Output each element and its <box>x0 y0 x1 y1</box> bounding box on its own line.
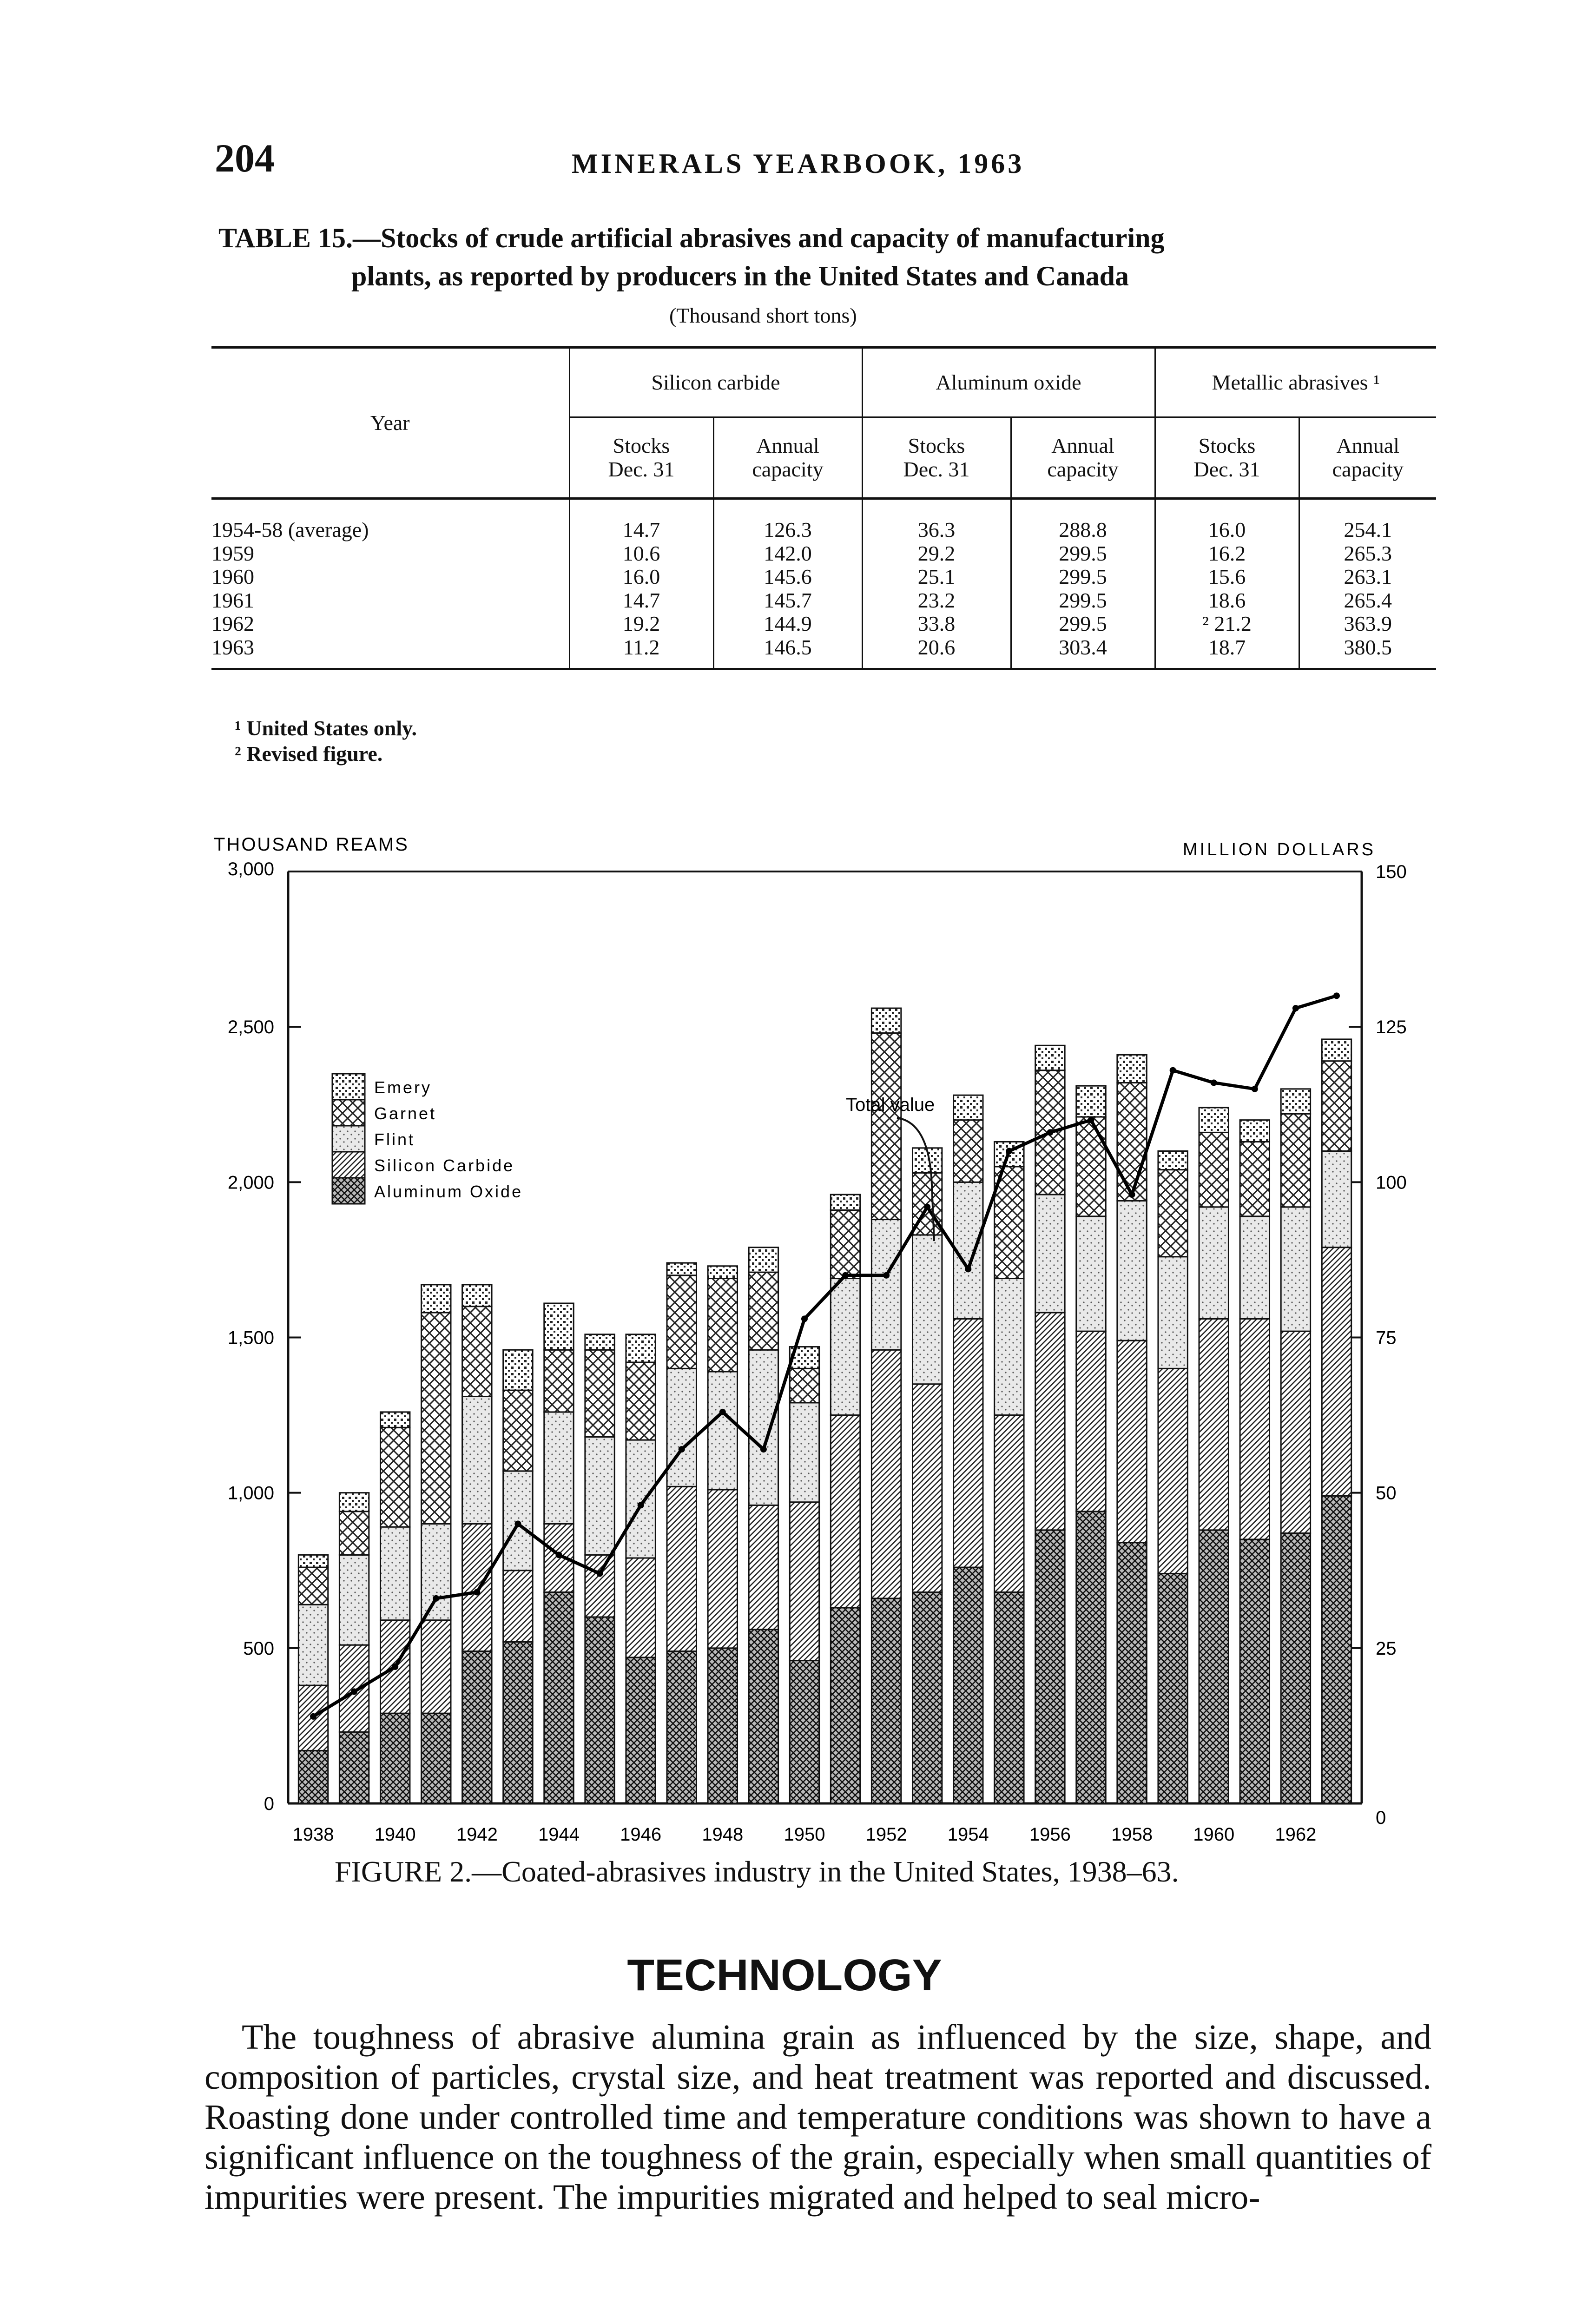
bar-segment-emery <box>585 1334 614 1350</box>
x-tick-label: 1944 <box>538 1824 580 1845</box>
legend-swatch <box>332 1074 365 1100</box>
bar-1939 <box>339 1493 369 1803</box>
bar-segment-aluminum-oxide <box>667 1651 696 1803</box>
bar-segment-silicon-carbide <box>1240 1319 1269 1539</box>
total-value-point <box>1006 1148 1012 1155</box>
bar-segment-aluminum-oxide <box>1322 1496 1351 1803</box>
chart-legend <box>332 1074 523 1204</box>
bar-segment-aluminum-oxide <box>422 1713 451 1803</box>
bar-segment-emery <box>871 1008 901 1033</box>
bar-segment-garnet <box>585 1350 614 1437</box>
left-tick-label: 500 <box>243 1638 274 1659</box>
total-value-point <box>597 1570 603 1577</box>
legend-label: Garnet <box>374 1104 437 1123</box>
total-value-point <box>1047 1129 1053 1136</box>
col-alox-stocks: 36.3 29.2 25.1 23.2 33.8 20.6 <box>862 499 1011 669</box>
right-axis-ticks <box>1349 862 1407 1828</box>
bar-segment-flint <box>831 1279 860 1415</box>
total-value-point <box>679 1446 685 1452</box>
bar-segment-flint <box>749 1350 778 1505</box>
total-value-point <box>965 1266 971 1272</box>
total-value-point <box>1252 1086 1258 1092</box>
bar-segment-aluminum-oxide <box>585 1617 614 1803</box>
bar-segment-aluminum-oxide <box>1117 1543 1147 1803</box>
bar-segment-silicon-carbide <box>422 1620 451 1714</box>
right-tick-label: 0 <box>1376 1808 1386 1828</box>
bar-segment-flint <box>871 1220 901 1350</box>
total-value-point <box>1129 1191 1135 1198</box>
bar-segment-garnet <box>462 1307 492 1397</box>
subheader: Stocks Dec. 31 <box>862 417 1011 499</box>
bar-1959 <box>1158 1151 1187 1804</box>
bar-segment-silicon-carbide <box>1076 1331 1106 1512</box>
year-column: 1954-58 (average) 1959 1960 1961 1962 1963 <box>211 499 569 669</box>
body-paragraph: The toughness of abrasive alumina grain as influenced by the size, shape, and composition of particles, crystal size, and heat treatment was reported and discussed. Roasting done under controlled time and temperature conditions was shown to have a significant influence on the toughness of the grain, especially when small quantities of impurities were present. The impurities migrated and helped to seal micro- <box>204 2018 1431 2217</box>
bar-1957 <box>1076 1086 1106 1803</box>
bar-segment-emery <box>1281 1089 1310 1114</box>
left-axis-title: THOUSAND REAMS <box>214 834 409 855</box>
bar-segment-flint <box>422 1524 451 1620</box>
table-caption-line2: plants, as reported by producers in the United States and Canada <box>351 261 1129 291</box>
x-tick-label: 1954 <box>947 1824 989 1845</box>
legend-swatch <box>332 1178 365 1204</box>
table-footnote-1: ¹ United States only. <box>235 716 417 740</box>
bar-segment-aluminum-oxide <box>298 1750 328 1803</box>
bar-segment-garnet <box>503 1390 533 1471</box>
bar-segment-garnet <box>626 1362 655 1440</box>
col-sic-stocks: 14.7 10.6 16.0 14.7 19.2 11.2 <box>569 499 713 669</box>
bar-segment-emery <box>1035 1045 1065 1070</box>
group-header-silicon-carbide: Silicon carbide <box>569 348 862 417</box>
x-tick-label: 1946 <box>620 1824 662 1845</box>
bar-segment-garnet <box>1281 1114 1310 1207</box>
subheader: Annual capacity <box>1011 417 1155 499</box>
bar-segment-emery <box>422 1285 451 1313</box>
table-units: (Thousand short tons) <box>669 304 857 327</box>
bar-1960 <box>1199 1108 1228 1803</box>
bar-segment-silicon-carbide <box>1158 1368 1187 1573</box>
bar-segment-emery <box>667 1263 696 1275</box>
x-tick-label: 1960 <box>1193 1824 1235 1845</box>
bar-segment-silicon-carbide <box>1322 1248 1351 1496</box>
bar-segment-flint <box>954 1182 983 1319</box>
bar-segment-flint <box>339 1555 369 1645</box>
total-value-point <box>638 1502 644 1508</box>
running-title: MINERALS YEARBOOK, 1963 <box>572 148 1025 179</box>
bar-segment-garnet <box>831 1210 860 1278</box>
right-tick-label: 100 <box>1376 1172 1407 1193</box>
bar-segment-emery <box>544 1303 574 1350</box>
bar-segment-silicon-carbide <box>871 1350 901 1598</box>
total-value-annotation: Total value <box>846 1095 935 1115</box>
bar-segment-flint <box>380 1527 409 1620</box>
bar-segment-emery <box>626 1334 655 1362</box>
table-caption-line1: TABLE 15.—Stocks of crude artificial abrasives and capacity of manufacturing <box>218 223 1165 253</box>
subheader: Annual capacity <box>713 417 862 499</box>
bar-1949 <box>749 1248 778 1803</box>
left-tick-label: 3,000 <box>227 859 274 879</box>
bar-segment-aluminum-oxide <box>1281 1533 1310 1803</box>
bar-segment-emery <box>831 1195 860 1210</box>
total-value-point <box>392 1664 398 1670</box>
x-tick-label: 1950 <box>784 1824 825 1845</box>
bar-segment-emery <box>462 1285 492 1307</box>
bar-segment-garnet <box>1158 1170 1187 1257</box>
bar-segment-aluminum-oxide <box>831 1608 860 1803</box>
total-value-point <box>760 1446 767 1452</box>
bar-1943 <box>503 1350 533 1803</box>
bar-segment-garnet <box>1117 1083 1147 1201</box>
bar-segment-flint <box>1199 1207 1228 1319</box>
bar-segment-aluminum-oxide <box>380 1713 409 1803</box>
bar-1946 <box>626 1334 655 1803</box>
bar-1940 <box>380 1412 409 1803</box>
bar-segment-emery <box>1158 1151 1187 1170</box>
bar-segment-aluminum-oxide <box>1240 1539 1269 1803</box>
bar-segment-silicon-carbide <box>831 1415 860 1608</box>
bar-segment-aluminum-oxide <box>339 1732 369 1803</box>
bar-segment-emery <box>339 1493 369 1512</box>
x-tick-label: 1942 <box>456 1824 498 1845</box>
bar-1961 <box>1240 1120 1269 1803</box>
bar-segment-aluminum-oxide <box>912 1592 942 1803</box>
total-value-point <box>1211 1079 1217 1086</box>
page-number: 204 <box>215 136 275 180</box>
bar-segment-flint <box>626 1440 655 1558</box>
bar-segment-flint <box>462 1396 492 1524</box>
bar-segment-emery <box>380 1412 409 1427</box>
bar-segment-flint <box>544 1412 574 1524</box>
bar-segment-garnet <box>1322 1061 1351 1151</box>
bar-1953 <box>912 1148 942 1803</box>
group-header-metallic-abrasives: Metallic abrasives ¹ <box>1155 348 1436 417</box>
col-metallic-stocks: 16.0 16.2 15.6 18.6 ² 21.2 18.7 <box>1155 499 1299 669</box>
total-value-point <box>801 1315 808 1322</box>
bar-segment-silicon-carbide <box>626 1558 655 1657</box>
total-value-point <box>351 1688 357 1695</box>
bar-segment-flint <box>995 1279 1024 1415</box>
bar-segment-flint <box>585 1437 614 1555</box>
x-tick-label: 1956 <box>1029 1824 1071 1845</box>
bar-segment-flint <box>1076 1216 1106 1331</box>
bar-segment-silicon-carbide <box>1035 1313 1065 1530</box>
bar-segment-silicon-carbide <box>912 1384 942 1592</box>
subheader: Annual capacity <box>1299 417 1436 499</box>
bar-segment-emery <box>1240 1120 1269 1142</box>
bar-segment-emery <box>503 1350 533 1390</box>
bar-segment-emery <box>954 1095 983 1120</box>
left-tick-label: 1,000 <box>227 1483 274 1504</box>
bar-segment-garnet <box>1240 1142 1269 1216</box>
total-value-point <box>924 1204 930 1210</box>
total-value-point <box>1088 1117 1094 1123</box>
total-value-point <box>474 1589 480 1596</box>
left-tick-label: 0 <box>264 1794 274 1814</box>
bar-segment-aluminum-oxide <box>708 1648 737 1803</box>
bar-segment-aluminum-oxide <box>871 1598 901 1803</box>
bar-segment-aluminum-oxide <box>626 1657 655 1803</box>
bar-segment-flint <box>298 1604 328 1685</box>
bar-segment-aluminum-oxide <box>544 1592 574 1803</box>
bar-segment-aluminum-oxide <box>503 1642 533 1803</box>
bar-segment-garnet <box>544 1350 574 1412</box>
left-axis-ticks <box>228 859 301 1814</box>
legend-label: Silicon Carbide <box>374 1156 515 1175</box>
bar-1947 <box>667 1263 696 1803</box>
total-value-point <box>883 1272 890 1279</box>
left-tick-label: 2,000 <box>227 1172 274 1193</box>
bar-segment-silicon-carbide <box>708 1490 737 1648</box>
bar-segment-garnet <box>298 1567 328 1604</box>
x-tick-label: 1952 <box>865 1824 907 1845</box>
legend-label: Aluminum Oxide <box>374 1182 523 1201</box>
x-tick-label: 1938 <box>292 1824 334 1845</box>
bar-segment-silicon-carbide <box>1281 1331 1310 1533</box>
bar-segment-silicon-carbide <box>462 1524 492 1651</box>
right-tick-label: 50 <box>1376 1483 1397 1504</box>
subheader: Stocks Dec. 31 <box>1155 417 1299 499</box>
bar-1952 <box>871 1008 901 1803</box>
total-value-point <box>310 1713 316 1720</box>
bar-segment-silicon-carbide <box>503 1571 533 1642</box>
figure-caption: FIGURE 2.—Coated-abrasives industry in the United States, 1938–63. <box>335 1855 1179 1888</box>
bar-segment-aluminum-oxide <box>1076 1512 1106 1803</box>
bar-1950 <box>790 1347 819 1803</box>
bar-segment-garnet <box>339 1512 369 1555</box>
x-tick-label: 1962 <box>1275 1824 1317 1845</box>
bar-segment-emery <box>1199 1108 1228 1132</box>
bar-segment-garnet <box>422 1313 451 1524</box>
bar-1963 <box>1322 1039 1351 1803</box>
bar-segment-garnet <box>1199 1132 1228 1207</box>
bar-segment-garnet <box>749 1272 778 1350</box>
right-tick-label: 75 <box>1376 1327 1397 1348</box>
bar-segment-emery <box>1117 1055 1147 1083</box>
bar-1948 <box>708 1266 737 1803</box>
year-header: Year <box>211 348 569 499</box>
bar-segment-silicon-carbide <box>667 1486 696 1651</box>
subheader: Stocks Dec. 31 <box>569 417 713 499</box>
bar-1955 <box>995 1142 1024 1803</box>
right-tick-label: 150 <box>1376 862 1407 882</box>
total-value-point <box>719 1409 726 1415</box>
bar-segment-aluminum-oxide <box>1035 1530 1065 1803</box>
bar-1942 <box>462 1285 492 1803</box>
bar-segment-aluminum-oxide <box>954 1567 983 1803</box>
x-axis-ticks <box>293 1824 1317 1845</box>
bar-1962 <box>1281 1089 1310 1803</box>
group-header-aluminum-oxide: Aluminum oxide <box>862 348 1155 417</box>
coated-abrasives-chart <box>204 832 1413 1855</box>
bar-segment-silicon-carbide <box>995 1415 1024 1592</box>
col-metallic-capacity: 254.1 265.3 263.1 265.4 363.9 380.5 <box>1299 499 1436 669</box>
total-value-point <box>1333 992 1340 999</box>
total-value-point <box>1170 1067 1176 1074</box>
bar-segment-silicon-carbide <box>954 1319 983 1567</box>
bar-segment-silicon-carbide <box>585 1555 614 1617</box>
bar-segment-garnet <box>708 1279 737 1372</box>
bar-segment-flint <box>1035 1195 1065 1313</box>
x-tick-label: 1940 <box>374 1824 416 1845</box>
bar-segment-flint <box>1281 1207 1310 1331</box>
legend-swatch <box>332 1152 365 1178</box>
bar-segment-flint <box>1240 1216 1269 1319</box>
bar-segment-garnet <box>790 1368 819 1403</box>
bar-1941 <box>422 1285 451 1803</box>
right-tick-label: 25 <box>1376 1638 1397 1659</box>
bar-segment-garnet <box>954 1120 983 1182</box>
bar-segment-aluminum-oxide <box>749 1630 778 1803</box>
bar-segment-flint <box>667 1368 696 1486</box>
bar-segment-emery <box>298 1555 328 1567</box>
total-value-point <box>556 1552 562 1558</box>
right-tick-label: 125 <box>1376 1017 1407 1038</box>
bar-segment-aluminum-oxide <box>790 1661 819 1803</box>
bar-segment-silicon-carbide <box>749 1505 778 1629</box>
bar-segment-garnet <box>667 1275 696 1369</box>
bar-segment-garnet <box>380 1427 409 1527</box>
legend-label: Flint <box>374 1130 415 1149</box>
total-value-point <box>514 1521 521 1527</box>
bar-segment-flint <box>708 1372 737 1490</box>
bar-segment-flint <box>1158 1257 1187 1369</box>
x-tick-label: 1958 <box>1111 1824 1153 1845</box>
section-heading: TECHNOLOGY <box>627 1950 942 2000</box>
bar-segment-silicon-carbide <box>1117 1340 1147 1542</box>
bar-segment-aluminum-oxide <box>1158 1573 1187 1803</box>
left-tick-label: 2,500 <box>227 1017 274 1038</box>
bar-segment-emery <box>708 1266 737 1279</box>
bar-segment-aluminum-oxide <box>1199 1530 1228 1803</box>
bar-segment-flint <box>790 1403 819 1502</box>
table-body-row <box>211 499 1436 669</box>
bar-segment-emery <box>1076 1086 1106 1117</box>
right-axis-title: MILLION DOLLARS <box>1183 840 1376 859</box>
total-value-point <box>1292 1005 1299 1011</box>
bar-segment-flint <box>1322 1151 1351 1248</box>
bar-1938 <box>298 1555 328 1803</box>
total-value-point <box>433 1595 439 1602</box>
abrasives-table <box>211 346 1436 670</box>
bar-segment-flint <box>912 1235 942 1384</box>
x-tick-label: 1948 <box>702 1824 744 1845</box>
legend-swatch <box>332 1126 365 1152</box>
bar-1956 <box>1035 1045 1065 1803</box>
legend-label: Emery <box>374 1078 432 1097</box>
bar-segment-aluminum-oxide <box>995 1592 1024 1803</box>
legend-swatch <box>332 1100 365 1126</box>
bar-segment-silicon-carbide <box>790 1502 819 1661</box>
stacked-bars <box>298 1008 1351 1803</box>
bar-1954 <box>954 1095 983 1803</box>
bar-segment-emery <box>1322 1039 1351 1061</box>
bar-segment-silicon-carbide <box>1199 1319 1228 1530</box>
bar-segment-garnet <box>871 1033 901 1220</box>
table-footnote-2: ² Revised figure. <box>235 742 383 766</box>
col-alox-capacity: 288.8 299.5 299.5 299.5 299.5 303.4 <box>1011 499 1155 669</box>
left-tick-label: 1,500 <box>227 1327 274 1348</box>
bar-segment-emery <box>749 1248 778 1272</box>
total-value-point <box>842 1272 849 1279</box>
bar-segment-garnet <box>1076 1117 1106 1216</box>
bar-segment-flint <box>1117 1201 1147 1340</box>
bar-segment-aluminum-oxide <box>462 1651 492 1803</box>
col-sic-capacity: 126.3 142.0 145.6 145.7 144.9 146.5 <box>713 499 862 669</box>
